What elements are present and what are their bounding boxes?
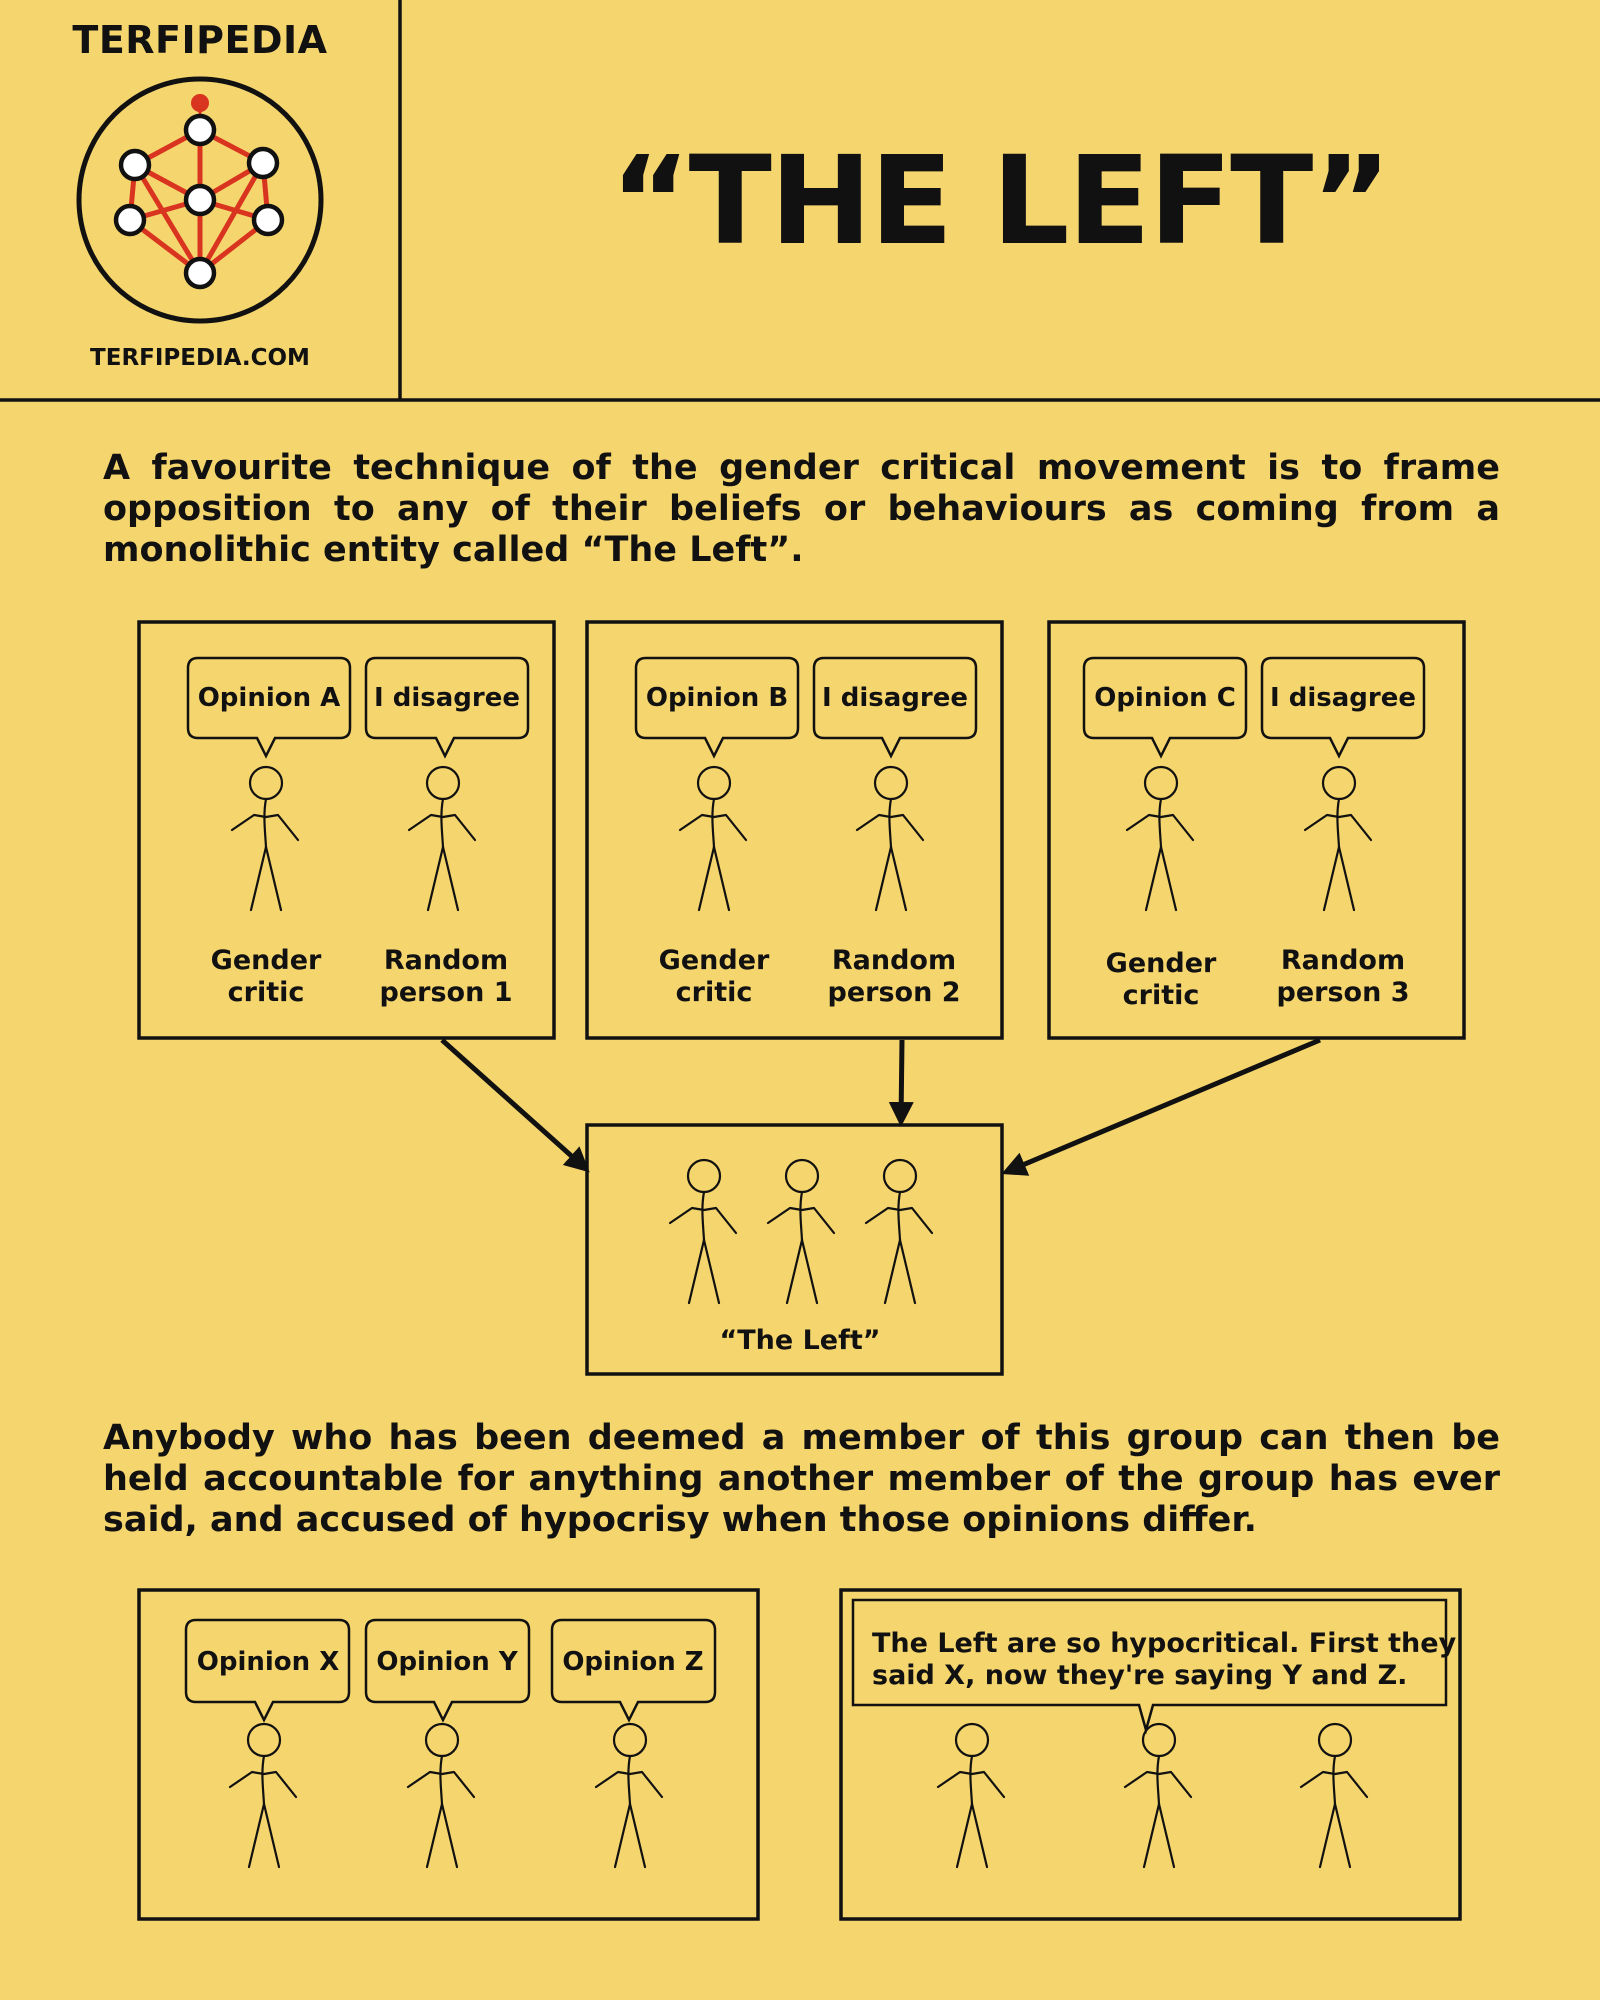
bubble-opinion-b: Opinion B [645, 683, 789, 713]
bubble-opinion-y: Opinion Y [376, 1647, 518, 1677]
panel-a [139, 622, 554, 1038]
speech-bubble [188, 658, 350, 756]
bubble-disagree-1: I disagree [374, 683, 520, 713]
opinions-panel [139, 1590, 758, 1919]
bubble-opinion-a: Opinion A [197, 683, 341, 713]
stick-figure-icon [670, 1160, 736, 1303]
speech-bubble [186, 1620, 349, 1720]
stick-figure-icon [866, 1160, 932, 1303]
caption-line: Gender [658, 945, 770, 976]
quote-line: said X, now they're saying Y and Z. [872, 1660, 1408, 1691]
arrow-icon [1006, 1040, 1320, 1172]
stick-figure-icon [1127, 767, 1193, 910]
page-title: “THE LEFT” [610, 130, 1390, 272]
stick-figure-icon [938, 1724, 1004, 1867]
caption-line: Random [1280, 945, 1406, 976]
caption-line: Random [831, 945, 957, 976]
caption-line: person 3 [1276, 977, 1410, 1008]
stick-figure-icon [232, 767, 298, 910]
stick-figure-icon [596, 1724, 662, 1867]
speech-bubble [552, 1620, 715, 1720]
bubble-opinion-z: Opinion Z [562, 1647, 704, 1677]
hypocrisy-panel [841, 1590, 1460, 1919]
brand-url: TERFIPEDIA.COM [90, 345, 310, 371]
brand-name: TERFIPEDIA [72, 18, 328, 62]
intro-paragraph: A favourite technique of the gender critical movement is to frame opposition to any of their beliefs or behaviours as coming from a monolithic entity called “The Left”. [103, 448, 1500, 570]
speech-bubble [1262, 658, 1424, 756]
caption-line: critic [227, 977, 305, 1008]
bubble-disagree-3: I disagree [1270, 683, 1416, 713]
the-left-group [587, 1125, 1002, 1374]
caption-line: Gender [1105, 948, 1217, 979]
bubble-opinion-x: Opinion X [196, 1647, 340, 1677]
arrows [442, 1040, 1320, 1172]
stick-figure-icon [408, 1724, 474, 1867]
stick-figure-icon [230, 1724, 296, 1867]
caption-line: critic [675, 977, 753, 1008]
group-label: “The Left” [719, 1325, 881, 1356]
quote-line: The Left are so hypocritical. First they [872, 1628, 1457, 1659]
caption-line: Gender [210, 945, 322, 976]
arrow-icon [442, 1040, 586, 1169]
speech-bubble [1084, 658, 1246, 756]
panel-c [1049, 622, 1464, 1038]
stick-figure-icon [1305, 767, 1371, 910]
stick-figure-icon [1301, 1724, 1367, 1867]
stick-figure-icon [857, 767, 923, 910]
speech-bubble [814, 658, 976, 756]
arrow-icon [901, 1040, 902, 1122]
caption-line: Random [383, 945, 509, 976]
caption-line: critic [1122, 980, 1200, 1011]
speech-bubble [366, 1620, 529, 1720]
middle-paragraph: Anybody who has been deemed a member of this group can then be held accountable for anything another member of the group has ever said, and accused of hypocrisy when those opinions differ. [103, 1418, 1500, 1540]
stick-figure-icon [409, 767, 475, 910]
speech-bubble [366, 658, 528, 756]
caption-line: person 2 [827, 977, 961, 1008]
bubble-opinion-c: Opinion C [1094, 683, 1236, 713]
bubble-disagree-2: I disagree [822, 683, 968, 713]
speech-bubble [636, 658, 798, 756]
stick-figure-icon [768, 1160, 834, 1303]
stick-figure-icon [1125, 1724, 1191, 1867]
stick-figure-icon [680, 767, 746, 910]
panel-b [587, 622, 1002, 1038]
caption-line: person 1 [379, 977, 513, 1008]
